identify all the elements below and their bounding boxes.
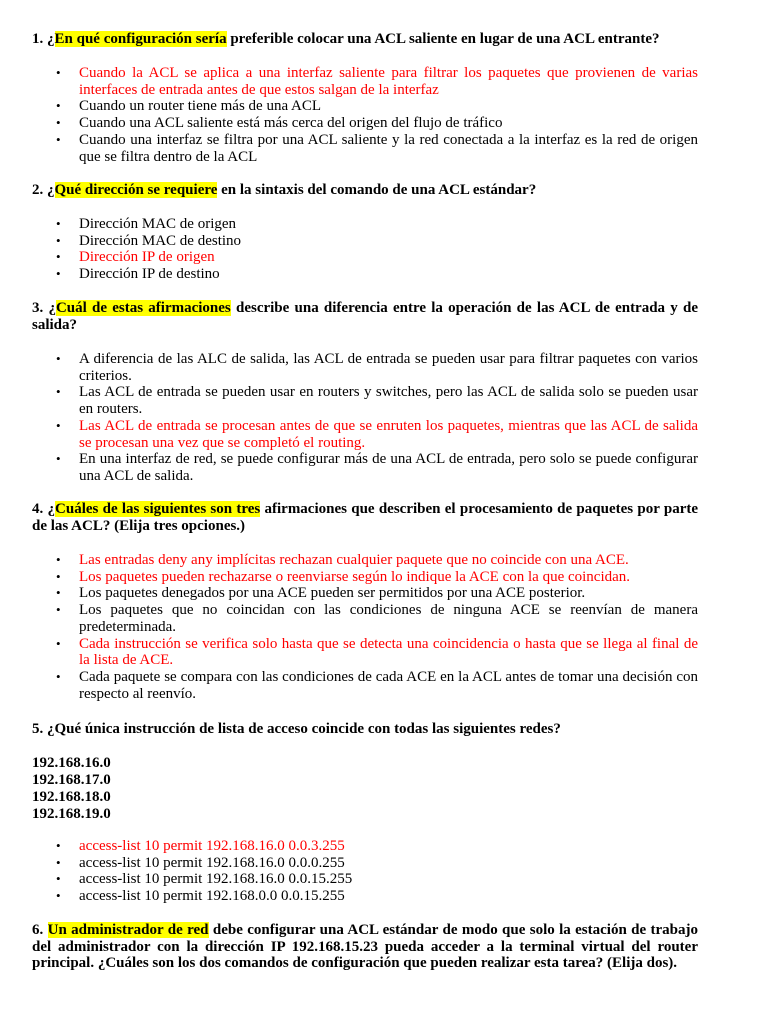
option-item: • Cada instrucción se verifica solo hasta que se detecta una coincidencia o hasta que se llega al final de la lista de ACE. [32,636,698,669]
question-highlight: Qué dirección se requiere [54,182,218,198]
question-number: 2. [32,182,44,198]
option-item: • access-list 10 permit 192.168.0.0 0.0.15.255 [32,888,698,905]
option-item: • A diferencia de las ALC de salida, las ACL de entrada se pueden usar para filtrar paquetes con varios criterios. [32,351,698,384]
option-item: • En una interfaz de red, se puede configurar más de una ACL de entrada, pero solo se puede configurar una ACL de salida. [32,451,698,484]
question-open-mark: ¿ [47,31,55,47]
option-item: • access-list 10 permit 192.168.16.0 0.0.0.255 [32,855,698,872]
question-open-mark: ¿ [47,501,56,517]
option-item: • Los paquetes denegados por una ACE pueden ser permitidos por una ACE posterior. [32,585,698,602]
option-item: • Cada paquete se compara con las condiciones de cada ACE en la ACL antes de tomar una decisión con respecto al reenvío. [32,669,698,702]
question-number: 3. [32,300,44,316]
network-address: 192.168.17.0 [32,772,111,788]
network-address: 192.168.16.0 [32,755,111,771]
question-text: afirmaciones que describen el procesamiento de paquetes por parte de las ACL? (Elija tres opciones.) [32,501,699,534]
option-item: • Los paquetes pueden rechazarse o reenviarse según lo indique la ACE con la que coincidan. [32,569,698,586]
option-item: • access-list 10 permit 192.168.16.0 0.0.3.255 [32,838,698,855]
option-item: • Las entradas deny any implícitas rechazan cualquier paquete que no coincide con una ACE. [32,552,698,569]
question-number: 5. [32,721,44,737]
question-2 [32,182,698,199]
question-number: 4. [32,501,44,517]
option-item: • Dirección MAC de origen [32,216,698,233]
option-item: • Dirección IP de origen [32,249,698,266]
question-open-mark: ¿ [47,182,55,198]
question-3 [32,300,698,333]
question-1 [32,31,698,48]
option-item: • access-list 10 permit 192.168.16.0 0.0.15.255 [32,871,698,888]
question-text: describe una diferencia entre la operación de las ACL de entrada y de salida? [32,300,698,333]
network-address: 192.168.19.0 [32,806,111,822]
options-q3 [32,351,698,485]
question-text: preferible colocar una ACL saliente en lugar de una ACL entrante? [226,31,660,47]
option-item: • Las ACL de entrada se procesan antes de que se enruten los paquetes, mientras que las ACL de salida se procesan una vez que se completó el routing. [32,418,698,451]
question-4 [32,501,698,534]
option-item: • Cuando una ACL saliente está más cerca del origen del flujo de tráfico [32,115,698,132]
question-number: 6. [32,922,44,938]
option-item: • Dirección MAC de destino [32,233,698,250]
question-5 [32,721,698,738]
options-q4 [32,552,698,702]
options-q2 [32,216,698,283]
question-highlight: Cuáles de las siguientes son tres [55,501,261,517]
question-text: debe configurar una ACL estándar de modo que solo la estación de trabajo del administrador con la dirección IP 192.168.15.23 pueda acceder a la terminal virtual del router principal. ¿Cuáles son los dos comandos de configuración que pueden realizar esta tarea? (Elija dos). [32,922,699,972]
question-text: Qué única instrucción de lista de acceso coincide con todas las siguientes redes? [54,721,561,737]
question-6 [32,922,698,972]
network-address: 192.168.18.0 [32,789,111,805]
options-q1 [32,65,698,165]
question-text: en la sintaxis del comando de una ACL estándar? [217,182,537,198]
option-item: • Cuando un router tiene más de una ACL [32,98,698,115]
question-open-mark: ¿ [48,300,56,316]
question-highlight: En qué configuración sería [54,31,227,47]
option-item: • Cuando la ACL se aplica a una interfaz saliente para filtrar los paquetes que provienen de varias interfaces de entrada antes de que estos salgan de la interfaz [32,65,698,98]
question-open-mark: ¿ [47,721,55,737]
question-number: 1. [32,31,44,47]
options-q5 [32,838,698,905]
option-item: • Cuando una interfaz se filtra por una ACL saliente y la red conectada a la interfaz es la red de origen que se filtra dentro de la ACL [32,132,698,165]
option-item: • Los paquetes que no coincidan con las condiciones de ninguna ACE se reenvían de manera predeterminada. [32,602,698,635]
option-item: • Las ACL de entrada se pueden usar en routers y switches, pero las ACL de salida solo se pueden usar en routers. [32,384,698,417]
question-highlight: Cuál de estas afirmaciones [55,300,231,316]
option-item: • Dirección IP de destino [32,266,698,283]
question-highlight: Un administrador de red [47,922,209,938]
